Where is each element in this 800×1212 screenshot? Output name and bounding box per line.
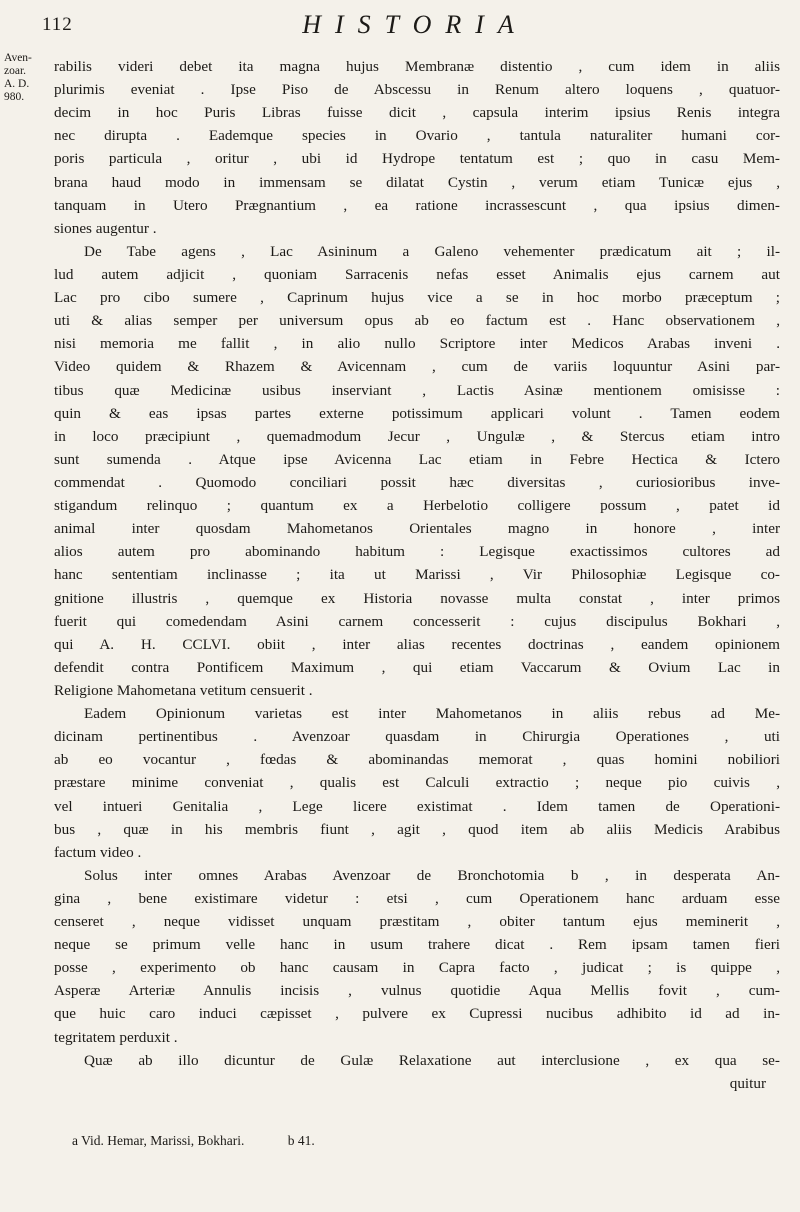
text-line: Religione Mahometana vetitum censuerit . <box>54 681 313 699</box>
text-line: Lac pro cibo sumere , Caprinum hujus vice a se in hoc morbo præceptum ; <box>54 289 780 307</box>
text-line: Quæ ab illo dicuntur de Gulæ Relaxatione aut interclusione , ex qua se- <box>84 1051 780 1069</box>
paragraph <box>54 1049 780 1095</box>
margin-line: zoar. <box>4 65 27 77</box>
text-line: tibus quæ Medicinæ usibus inserviant , Lactis Asinæ mentionem omisisse : <box>54 381 780 399</box>
text-line: rabilis videri debet ita magna hujus Membranæ distentio , cum idem in aliis <box>54 58 780 75</box>
text-line: plurimis eveniat . Ipse Piso de Abscessu in Renum altero loquens , quatuor- <box>54 81 780 99</box>
text-line: qui A. H. CCLVI. obiit , inter alias recentes doctrinas , eandem opinionem <box>54 635 780 653</box>
text-line: Video quidem & Rhazem & Avicennam , cum de variis loquuntur Asini par- <box>54 358 780 376</box>
text-line: uti & alias semper per universum opus ab eo factum est . Hanc observationem , <box>54 312 780 330</box>
body-text <box>54 55 780 1095</box>
text-line: sunt sumenda . Atque ipse Avicenna Lac etiam in Febre Hectica & Ictero <box>54 450 780 468</box>
text-line: gina , bene existimare videtur : etsi , cum Operationem hanc arduam esse <box>54 889 780 907</box>
paragraph <box>54 240 780 702</box>
catchword: quitur <box>729 1074 766 1092</box>
text-line: nisi memoria me fallit , in alio nullo Scriptore inter Medicos Arabas inveni . <box>54 335 780 353</box>
text-line: nec dirupta . Eademque species in Ovario , tantula naturaliter humani cor- <box>54 127 780 145</box>
text-line: censeret , neque vidisset unquam præstitam , obiter tantum ejus meminerit , <box>54 913 780 931</box>
text-line: dicinam pertinentibus . Avenzoar quasdam in Chirurgia Operationes , uti <box>54 728 780 746</box>
text-line: lud autem adjicit , quoniam Sarracenis nefas esset Animalis ejus carnem aut <box>54 265 780 283</box>
margin-line: 980. <box>4 91 25 103</box>
text-line: Solus inter omnes Arabas Avenzoar de Bronchotomia b , in desperata An- <box>84 866 780 884</box>
text-line: alios autem pro abominando habitum : Legisque exactissimos cultores ad <box>54 543 780 561</box>
text-line: hanc sententiam inclinasse ; ita ut Marissi , Vir Philosophiæ Legisque co- <box>54 566 780 584</box>
text-line: quin & eas ipsas partes externe potissimum applicari volunt . Tamen eodem <box>54 404 780 422</box>
text-line: factum video . <box>54 843 142 861</box>
text-line: De Tabe agens , Lac Asininum a Galeno vehementer prædicatum ait ; il- <box>84 242 780 260</box>
footnotes <box>72 1133 712 1149</box>
footnote-b: b 41. <box>287 1133 315 1148</box>
text-line: neque se primum velle hanc in usum trahere dicat . Rem ipsam tamen fieri <box>54 936 780 954</box>
page-number: 112 <box>42 14 73 35</box>
paragraph <box>54 55 780 240</box>
text-line: gnitione illustris , quemque ex Historia novasse multa constat , inter primos <box>54 589 780 607</box>
text-line: bus , quæ in his membris fiunt , agit , quod item ab aliis Medicis Arabibus <box>54 820 780 838</box>
text-line: siones augentur . <box>54 219 157 237</box>
text-line: fuerit qui comedendam Asini carnem concesserit : cujus discipulus Bokhari , <box>54 612 780 630</box>
text-line: stigandum relinquo ; quantum ex a Herbelotio colligere possum , patet id <box>54 497 780 515</box>
text-line: vel intueri Genitalia , Lege licere existimat . Idem tamen de Operationi- <box>54 797 780 815</box>
text-line: Eadem Opinionum varietas est inter Mahometanos in aliis rebus ad Me- <box>84 705 780 723</box>
text-line: tegritatem perduxit . <box>54 1028 178 1046</box>
text-line: Asperæ Arteriæ Annulis incisis , vulnus quotidie Aqua Mellis fovit , cum- <box>54 982 780 1000</box>
margin-line: Aven- <box>4 52 32 64</box>
text-line: que huic caro induci cæpisset , pulvere ex Cupressi nucibus adhibito id ad in- <box>54 1005 780 1023</box>
text-line: tanquam in Utero Prægnantium , ea ratione incrassescunt , qua ipsius dimen- <box>54 196 780 214</box>
text-line: defendit contra Pontificem Maximum , qui etiam Vaccarum & Ovium Lac in <box>54 658 780 676</box>
text-line: poris particula , oritur , ubi id Hydrope tentatum est ; quo in casu Mem- <box>54 150 780 168</box>
margin-line: A. D. <box>4 78 30 90</box>
text-line: decim in hoc Puris Libras fuisse dicit , capsula interim ipsius Renis integra <box>54 104 780 122</box>
text-line: in loco præcipiunt , quemadmodum Jecur , Ungulæ , & Stercus etiam intro <box>54 427 780 445</box>
text-line: præstare minime conveniat , qualis est Calculi extractio ; neque pio cuivis , <box>54 774 780 792</box>
text-line: animal inter quosdam Mahometanos Orientales magno in honore , inter <box>54 520 780 538</box>
text-line: posse , experimento ob hanc causam in Capra facto , judicat ; is quippe , <box>54 959 780 977</box>
text-line: ab eo vocantur , fœdas & abominandas memorat , quas homini nobiliori <box>54 751 780 769</box>
text-line: commendat . Quomodo conciliari possit hæc diversitas , curiosioribus inve- <box>54 473 780 491</box>
page-header <box>0 10 800 44</box>
margin-note <box>4 52 48 104</box>
paragraph <box>54 702 780 864</box>
paragraph <box>54 864 780 1049</box>
running-title: HISTORIA <box>302 10 528 39</box>
footnote-a: a Vid. Hemar, Marissi, Bokhari. <box>72 1133 245 1148</box>
text-line: brana haud modo in immensam se dilatat Cystin , verum etiam Tunicæ ejus , <box>54 173 780 191</box>
